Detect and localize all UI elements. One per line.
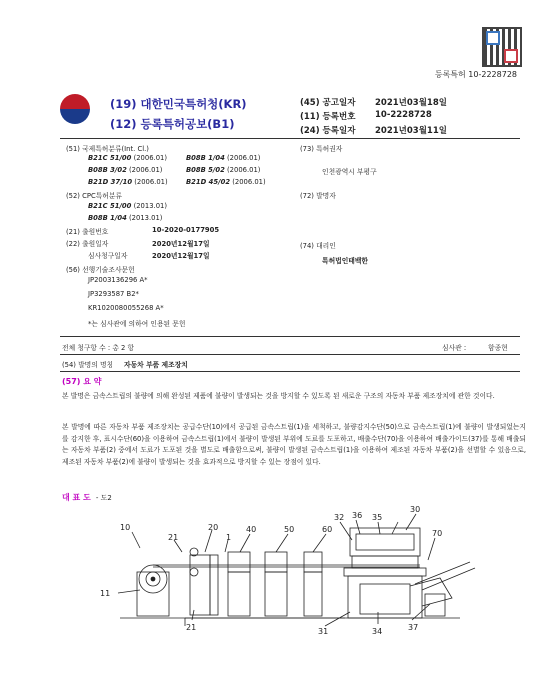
ipc-date: (2006.01): [134, 178, 168, 186]
ipc-code: B08B 1/04: [186, 154, 225, 162]
ref-numeral: 21: [186, 623, 197, 632]
title-rule: [60, 371, 520, 372]
cpc-date: (2013.01): [129, 214, 163, 222]
ref-numeral: 20: [208, 523, 219, 532]
ref-numeral: 40: [246, 525, 257, 534]
holder-value: 인천광역시 부평구: [322, 168, 377, 176]
ipc-row: [186, 166, 260, 174]
qr-code: [482, 27, 522, 67]
ipc-code: B21C 51/00: [88, 154, 132, 162]
ipc-date: (2006.01): [232, 178, 266, 186]
ipc-code: B08B 3/02: [88, 166, 127, 174]
ipc-row: [186, 154, 260, 162]
ref-numeral: 36: [352, 511, 363, 520]
ref-numeral: 70: [432, 529, 443, 538]
claims-count: 전체 청구항 수 : 총 2 항: [62, 344, 135, 352]
cpc-code: B08B 1/04: [88, 214, 127, 222]
app-date-value: 2020년12월17일: [152, 240, 210, 248]
ipc-date: (2006.01): [129, 166, 163, 174]
agent-label: (74) 대리인: [300, 242, 336, 250]
publication-type: (12) 등록특허공보(B1): [110, 117, 235, 131]
kipo-emblem-icon: [60, 94, 90, 124]
office-name: (19) 대한민국특허청(KR): [110, 97, 247, 111]
ref-numeral: 35: [372, 513, 383, 522]
cpc-row: [88, 202, 167, 210]
cpc-label: (52) CPC특허분류: [66, 192, 122, 200]
reg-date-label: (24) 등록일자: [300, 126, 356, 136]
pub-date-row: [300, 96, 500, 108]
ref-numeral: 11: [100, 589, 111, 598]
ref-numeral: 21: [168, 533, 179, 542]
ref-numeral: 10: [120, 523, 131, 532]
exam-date-value: 2020년12월17일: [152, 252, 210, 260]
ipc-label: (51) 국제특허분류(Int. Cl.): [66, 145, 149, 153]
representative-drawing: [60, 500, 520, 670]
holder-label: (73) 특허권자: [300, 145, 343, 153]
inventor-label: (72) 발명자: [300, 192, 336, 200]
cpc-code: B21C 51/00: [88, 202, 132, 210]
exam-date-label: 심사청구일자: [88, 252, 128, 260]
pub-date-value: 2021년03월18일: [375, 98, 447, 108]
ipc-date: (2006.01): [227, 166, 261, 174]
app-date-label: (22) 출원일자: [66, 240, 109, 248]
pub-date-label: (45) 공고일자: [300, 98, 356, 108]
ipc-code: B21D 37/10: [88, 178, 133, 186]
ipc-code: B21D 45/02: [186, 178, 231, 186]
ref-numeral: 34: [372, 627, 383, 636]
agent-value: 특허법인태백한: [322, 257, 368, 265]
invention-title: 자동차 부품 제조장치: [124, 361, 188, 369]
ipc-row: [186, 178, 266, 186]
ref-numeral: 32: [334, 513, 345, 522]
claims-rule: [60, 354, 520, 355]
header-rule: [60, 138, 520, 139]
abstract-heading: (57) 요 약: [62, 377, 102, 386]
ref-numeral: 30: [410, 505, 421, 514]
abstract-paragraph: 본 발명에 따른 자동차 부품 제조장치는 공급수단(10)에서 공급된 금속스트립(1)을 세척하고, 불량감지수단(50)으로 금속스트립(1)에 불량이 발생되었는지를 감지한 후, 표시수단(60)을 이용하여 금속스트립(1)에서 불량이 발생된 부위에 도료를 도포하고, 배출수단(70)을 이용하여 배출가이드(37)를 통해 배출되는 자동차 부품(2) 중에서 도료가 도포된 것을 별도로 배출함으로써, 불량이 발생된 금속스트립(1)을 이용하여 제조된 자동차 부품(2)을 선별할 수 있음으로, 제조된 자동차 부품(2)에 불량이 발생되는 것을 효과적으로 방지할 수 있는 장점이 있다.: [62, 423, 526, 466]
cpc-row: [88, 214, 162, 222]
rep-figure-value: - 도2: [95, 494, 112, 502]
doc-number: 등록특허 10-2228728: [434, 70, 517, 79]
app-number-value: 10-2020-0177905: [152, 226, 220, 234]
prior-art-note: *는 심사관에 의하여 인용된 문헌: [88, 320, 186, 328]
ipc-date: (2006.01): [133, 154, 167, 162]
ref-numeral: 1: [226, 533, 232, 542]
ipc-row: [88, 154, 167, 162]
ref-numeral: 31: [318, 627, 329, 636]
prior-art-item: JP2003136296 A*: [88, 276, 148, 284]
ref-numeral: 50: [284, 525, 295, 534]
reg-number-value: 10-2228728: [375, 110, 432, 120]
title-label: (54) 발명의 명칭: [62, 361, 114, 369]
reg-date-value: 2021년03월11일: [375, 126, 447, 136]
reg-number-row: [300, 110, 500, 122]
reg-number-label: (11) 등록번호: [300, 112, 356, 122]
ref-numeral: 60: [322, 525, 333, 534]
prior-art-item: KR1020080055268 A*: [88, 304, 164, 312]
ref-numeral: 37: [408, 623, 419, 632]
ipc-code: B08B 5/02: [186, 166, 225, 174]
cpc-date: (2013.01): [133, 202, 167, 210]
ipc-date: (2006.01): [227, 154, 261, 162]
prior-art-item: JP3293587 B2*: [88, 290, 139, 298]
examiner-name: 함종현: [488, 344, 508, 352]
prior-art-label: (56) 선행기술조사문헌: [66, 266, 135, 274]
abstract-paragraph: 본 발명은 금속스트립의 불량에 의해 완성된 제품에 불량이 발생되는 것을 방지할 수 있도록 된 새로운 구조의 자동차 부품 제조장치에 관한 것이다.: [62, 392, 495, 400]
rep-figure-label: 대 표 도: [62, 493, 91, 502]
ipc-row: [88, 178, 168, 186]
ipc-row: [88, 166, 162, 174]
examiner-label: 심사관 :: [442, 344, 467, 352]
app-number-label: (21) 출원번호: [66, 228, 109, 236]
biblio-rule: [60, 336, 520, 337]
reg-date-row: [300, 124, 500, 136]
